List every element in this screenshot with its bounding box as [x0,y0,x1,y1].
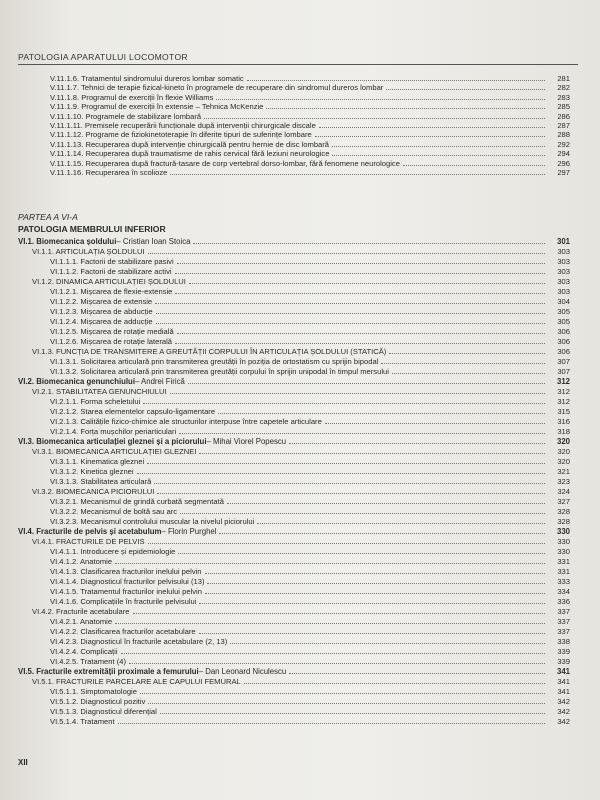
toc-page-number: 328 [557,517,570,526]
toc-entry-author: – Cristian Ioan Stoica [116,237,191,246]
toc-entry-title: V.11.1.10. Programele de stabilizare lombară [50,111,202,121]
toc-page-number: 283 [557,92,570,102]
toc-entry-title: V.11.1.6. Tratamentul sindromului dureros lombar somatic [50,74,244,83]
toc-page-number: 312 [557,397,570,406]
toc-entry-title: V.11.1.16. Recuperarea în scolioze [50,168,168,177]
toc-page-number: 318 [557,427,570,436]
toc-leader-dots [381,357,545,364]
toc-leader-dots [193,237,545,244]
toc-entry-title: VI.1.2.4. Mișcarea de adducție [50,317,153,326]
toc-leader-dots [148,537,545,544]
toc-entry-title: VI.5.1. FRACTURILE PARCELARE ALE CAPULUI FEMURAL [32,677,241,686]
toc-entry-title: VI.5.1.2. Diagnosticul pozitiv [50,697,146,706]
toc-entry-title: VI.4.1.3. Clasificarea fracturilor inelului pelvin [50,567,202,576]
toc-entry-title: VI.4.2.2. Clasificarea fracturilor acetabulare [50,627,196,636]
toc-entry-title: VI.4. Fracturile de pelvis și acetabulum [18,527,162,536]
toc-leader-dots [199,447,545,454]
toc-entry-title: VI.4.2.1. Anatomie [50,617,113,626]
toc-page-number: 307 [557,357,570,366]
toc-page-number: 304 [557,297,570,306]
toc-leader-dots [154,477,545,484]
toc-leader-dots [177,327,545,334]
toc-page-number: 286 [557,111,570,121]
toc-page-number: 333 [557,577,570,586]
page-number: XII [18,758,28,767]
toc-entry-title: VI.4.1.4. Diagnosticul fracturilor pelvisului (13) [50,577,205,586]
toc-entry-title: VI.1. Biomecanica șoldului [18,237,117,246]
toc-subsection-entry [50,716,570,727]
toc-page-number: 341 [557,687,570,696]
toc-page-number: 315 [557,407,570,416]
toc-page-number: 312 [557,387,570,396]
toc-leader-dots [218,407,545,414]
toc-entry-title: VI.3.2.2. Mecanismul de boltă sau arc [50,507,178,516]
toc-page-number: 320 [557,457,570,466]
toc-entry-title: VI.5. Fracturile extremității proximale a femurului [18,667,199,676]
toc-entry-title: V.11.1.8. Programul de exerciții în flexie Williams [50,92,214,102]
toc-entry-title: VI.1.2.3. Mișcarea de abducție [50,307,153,316]
toc-entry-title: VI.4.1. FRACTURILE DE PELVIS [32,537,145,546]
toc-leader-dots [170,387,545,394]
toc-leader-dots [204,112,545,119]
toc-leader-dots [266,102,545,109]
toc-entry-title: VI.4.2.4. Complicații [50,647,118,656]
toc-entry-title: VI.3. Biomecanica articulației gleznei și a piciorului [18,437,207,446]
toc-entry-title: VI.2. Biomecanica genunchiului [18,377,135,386]
toc-leader-dots [216,93,545,100]
toc-page-number: 301 [556,237,570,246]
toc-entry-author: – Andrei Firică [134,377,185,386]
toc-entry-title: VI.1.2.5. Mișcarea de rotație medială [50,327,174,336]
toc-page-number: 330 [557,547,570,556]
toc-leader-dots [230,637,545,644]
toc-leader-dots [389,347,545,354]
toc-page-number: 316 [557,417,570,426]
toc-leader-dots [147,457,545,464]
toc-entry-title: V.11.1.14. Recuperarea după traumatisme de rahis cervical fără leziuni neurologice [50,149,330,159]
toc-entry-title: VI.4.1.6. Complicațiile în fracturile pelvisului [50,597,197,606]
toc-page-number: 337 [557,627,570,636]
toc-page-number: 303 [557,247,570,256]
toc-entry-title: VI.3.2.3. Mecanismul controlului muscular la nivelul piciorului [50,517,255,526]
toc-page-number: 324 [557,487,570,496]
toc-entry-title: VI.3.1.3. Stabilitatea articulară [50,477,152,486]
toc-leader-dots [115,617,545,624]
toc-entry-author: – Mihai Viorel Popescu [206,437,287,446]
toc-page-number: 323 [557,477,570,486]
toc-page-number: 320 [556,437,570,446]
toc-leader-dots [199,627,545,634]
toc-entry-title: VI.4.2.5. Tratament (4) [50,657,126,666]
toc-entry-title: V.11.1.13. Recuperarea după intervenție chirurgicală pentru hernie de disc lombară [50,139,330,149]
toc-leader-dots [392,367,545,374]
toc-page-number: 312 [556,377,570,386]
toc-leader-dots [175,337,545,344]
toc-leader-dots [289,437,545,444]
toc-entry-title: VI.1.2.2. Mișcarea de extensie [50,297,153,306]
toc-leader-dots [170,168,545,175]
toc-page-number: 297 [557,168,570,177]
toc-page-number: 294 [557,149,570,159]
toc-leader-dots [332,140,545,147]
toc-entry-author: – Dan Leonard Niculescu [198,667,287,676]
toc-page-number: 342 [557,707,570,716]
toc-page-number: 303 [557,277,570,286]
toc-entry-title: VI.1.3.1. Solicitarea articulară prin transmiterea greutății în poziția de ortostatism cu sprijin bipodal [50,357,379,366]
toc-leader-dots [244,677,545,684]
toc-page-number: 337 [557,617,570,626]
toc-entry-title: VI.2.1.4. Forța mușchilor periarticulari [50,427,177,436]
toc-leader-dots [143,397,545,404]
toc-leader-dots [175,267,545,274]
toc-leader-dots [289,667,545,674]
toc-leader-dots [332,149,545,156]
toc-page-number: 330 [557,537,570,546]
toc-leader-dots [199,597,545,604]
toc-page-number: 296 [557,158,570,168]
toc-page-number: 341 [557,677,570,686]
toc-page-number: 306 [557,347,570,356]
toc-page-number: 287 [557,121,570,130]
toc-entry-title: VI.4.1.1. Introducere și epidemiologie [50,547,176,556]
toc-leader-dots [257,517,545,524]
toc-page-number: 307 [557,367,570,376]
toc-leader-dots [118,717,545,724]
toc-page-number: 306 [557,337,570,346]
toc-leader-dots [319,121,545,128]
toc-page-number: 281 [557,74,570,83]
toc-leader-dots [175,287,545,294]
part-title: PATOLOGIA MEMBRULUI INFERIOR [18,224,166,234]
toc-page-number: 305 [557,317,570,326]
toc-page-number: 306 [557,327,570,336]
toc-leader-dots [205,587,545,594]
toc-entry-title: VI.2.1.1. Forma scheletului [50,397,141,406]
toc-entry-title: VI.4.2.3. Diagnosticul în fracturile acetabulare (2, 13) [50,637,228,646]
toc-entry-title: VI.2.1.2. Starea elementelor capsulo-ligamentare [50,407,216,416]
toc-page-number: 288 [557,130,570,140]
toc-page-number: 339 [557,647,570,656]
toc-entry-title: VI.1.1.2. Factorii de stabilizare activi [50,267,172,276]
toc-page-number: 327 [557,497,570,506]
toc-entry-title: VI.1.2.6. Mișcarea de rotație laterală [50,337,172,346]
toc-page-number: 334 [557,587,570,596]
toc-page-number: 282 [557,83,570,93]
toc-entry-title: V.11.1.11. Premisele recuperării funcționale după intervenții chirurgicale discale [50,121,316,130]
toc-entry-title: V.11.1.7. Tehnici de terapie fizical-kineto în programele de recuperare din sindromul dureros lombar [50,83,384,93]
toc-page-number: 292 [557,139,570,149]
toc-page-number: 285 [557,102,570,112]
running-header: PATOLOGIA APARATULUI LOCOMOTOR [18,52,188,62]
toc-page-number: 342 [557,697,570,706]
toc-entry-title: V.11.1.9. Programul de exerciții în extensie – Tehnica McKenzie [50,102,264,112]
toc-page-number: 303 [557,287,570,296]
toc-leader-dots [156,317,545,324]
toc-page-number: 303 [557,257,570,266]
toc-entry-author: – Florin Purghel [161,527,217,536]
toc-entry-title: VI.1.2. DINAMICA ARTICULAȚIEI ȘOLDULUI [32,277,186,286]
toc-entry-title: VI.2.1.3. Calitățile fizico-chimice ale structurilor interpuse între capetele articulare [50,417,322,426]
toc-leader-dots [219,527,545,534]
toc-page-number: 331 [557,567,570,576]
toc-entry-title: VI.3.1.1. Kinematica gleznei [50,457,145,466]
toc-leader-dots [115,557,545,564]
toc-leader-dots [247,74,545,81]
toc-page-number: 336 [557,597,570,606]
toc-entry-title: VI.2.1. STABILITATEA GENUNCHIULUI [32,387,167,396]
toc-leader-dots [156,307,545,314]
toc-leader-dots [207,577,545,584]
toc-page-number: 320 [557,447,570,456]
toc-leader-dots [315,130,545,137]
toc-leader-dots [133,607,545,614]
toc-leader-dots [148,247,545,254]
toc-leader-dots [140,687,545,694]
toc-leader-dots [386,83,545,90]
toc-entry-title: V.11.1.12. Programe de fiziokinetoterapie în diferite tipuri de suferințe lombare [50,130,312,140]
toc-leader-dots [157,487,545,494]
header-rule [18,64,578,65]
toc-entry-title: VI.5.1.1. Simptomatologie [50,687,137,696]
toc-page-number: 330 [556,527,570,536]
part-label: PARTEA A VI-A [18,212,78,222]
toc-entry-title: VI.1.3. FUNCȚIA DE TRANSMITERE A GREUTĂȚII CORPULUI ÎN ARTICULAȚIA ȘOLDULUI (STATICĂ) [32,347,387,356]
toc-entry-title: VI.3.2.1. Mecanismul de grindă curbată segmentată [50,497,224,506]
toc-page-number: 305 [557,307,570,316]
toc-leader-dots [180,507,545,514]
toc-leader-dots [155,297,545,304]
toc-entry-title: VI.4.1.5. Tratamentul fracturilor inelului pelvin [50,587,202,596]
toc-page-number: 342 [557,717,570,726]
toc-page-number: 303 [557,267,570,276]
toc-leader-dots [177,257,545,264]
toc-entry-title: VI.5.1.4. Tratament [50,717,115,726]
toc-leader-dots [137,467,545,474]
toc-leader-dots [179,427,545,434]
toc-entry-title: VI.3.1.2. Kinetica gleznei [50,467,134,476]
toc-entry-title: VI.1.1.1. Factorii de stabilizare pasivi [50,257,174,266]
toc-page-number: 331 [557,557,570,566]
toc-leader-dots [403,159,545,166]
toc-leader-dots [129,657,545,664]
toc-page-number: 321 [557,467,570,476]
toc-leader-dots [227,497,545,504]
toc-page-number: 339 [557,657,570,666]
toc-entry-title: VI.1.2.1. Mișcarea de flexie-extensie [50,287,173,296]
toc-leader-dots [188,377,545,384]
toc-leader-dots [160,707,545,714]
toc-entry-title: VI.4.2. Fracturile acetabulare [32,607,130,616]
toc-entry-title: VI.4.1.2. Anatomie [50,557,113,566]
toc-page-number: 328 [557,507,570,516]
toc-leader-dots [148,697,545,704]
toc-leader-dots [205,567,545,574]
toc-entry-title: VI.3.1. BIOMECANICA ARTICULAȚIEI GLEZNEI [32,447,197,456]
toc-page-number: 337 [557,607,570,616]
toc-leader-dots [189,277,545,284]
toc-leader-dots [325,417,545,424]
toc-leader-dots [121,647,545,654]
toc-entry-title: VI.3.2. BIOMECANICA PICIORULUI [32,487,155,496]
toc-entry-title: VI.5.1.3. Diagnosticul diferențial [50,707,157,716]
toc-page-number: 341 [556,667,570,676]
toc-entry-title: VI.1.3.2. Solicitarea articulară prin transmiterea greutății corpului în sprijin unipodal în timpul mersului [50,367,389,376]
toc-page-number: 338 [557,637,570,646]
toc-leader-dots [178,547,545,554]
toc-subsection-entry [50,167,570,178]
toc-entry-title: VI.1.1. ARTICULAȚIA ȘOLDULUI [32,247,145,256]
toc-entry-title: V.11.1.15. Recuperarea după fractură-tasare de corp vertebral dorso-lombar, fără fenomene neurologice [50,158,400,168]
